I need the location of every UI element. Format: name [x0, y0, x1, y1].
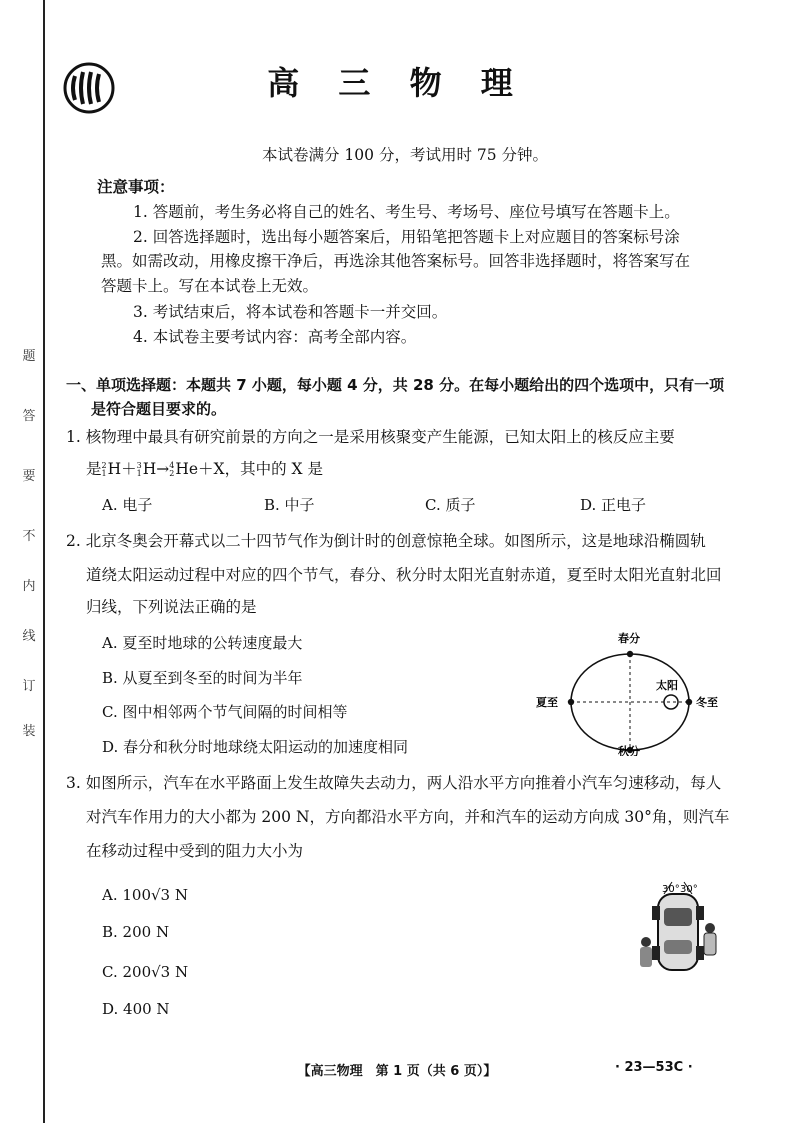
- page-footer: 【高三物理 第 1 页（共 6 页）】: [297, 1064, 497, 1079]
- q2-option-b: B. 从夏至到冬至的时间为半年: [102, 669, 303, 687]
- page-title: 高 三 物 理: [267, 64, 527, 102]
- q3-option-c: C. 200√3 N: [102, 963, 189, 981]
- label-autumn-equinox: 秋分: [618, 745, 640, 756]
- label-summer-solstice: 夏至: [536, 696, 558, 709]
- q3-option-d: D. 400 N: [102, 1000, 170, 1018]
- margin-char: 线: [22, 629, 36, 644]
- margin-char: 题: [22, 349, 36, 364]
- notice-item: 2. 回答选择题时，选出每小题答案后，用铅笔把答题卡上对应题目的答案标号涂: [133, 228, 680, 246]
- margin-char: 答: [22, 409, 36, 424]
- car-push-illustration: [632, 878, 722, 978]
- q3-option-a: A. 100√3 N: [102, 886, 188, 904]
- q2-option-c: C. 图中相邻两个节气间隔的时间相等: [102, 703, 348, 721]
- notice-item: 4. 本试卷主要考试内容：高考全部内容。: [133, 328, 417, 346]
- section-heading-cont: 是符合题目要求的。: [91, 400, 227, 418]
- orbit-diagram: [530, 628, 730, 756]
- q2-option-a: A. 夏至时地球的公转速度最大: [102, 634, 303, 652]
- margin-char: 订: [22, 679, 36, 694]
- angle-label-right: 30°: [680, 884, 698, 895]
- question-1-equation: 是2 1H＋3 1H→4 2He＋X，其中的 X 是: [86, 460, 323, 478]
- q1-option-b: B. 中子: [264, 496, 315, 514]
- question-3-text: 在移动过程中受到的阻力大小为: [86, 842, 304, 860]
- margin-char: 不: [22, 529, 36, 544]
- question-1-text: 1. 核物理中最具有研究前景的方向之一是采用核聚变产生能源，已知太阳上的核反应主要: [66, 428, 675, 446]
- q1-option-d: D. 正电子: [580, 496, 647, 514]
- label-winter-solstice: 冬至: [696, 696, 718, 709]
- question-2-text: 归线，下列说法正确的是: [86, 598, 257, 616]
- exam-info: 本试卷满分 100 分，考试用时 75 分钟。: [262, 146, 549, 164]
- question-3-text: 3. 如图所示，汽车在水平路面上发生故障失去动力，两人沿水平方向推着小汽车匀速移动，每人: [66, 774, 722, 792]
- q1-option-c: C. 质子: [425, 496, 476, 514]
- label-sun: 太阳: [656, 679, 678, 692]
- notice-item: 1. 答题前，考生务必将自己的姓名、考生号、考场号、座位号填写在答题卡上。: [133, 203, 680, 221]
- angle-label-left: 30°: [662, 884, 680, 895]
- margin-char: 装: [22, 724, 36, 739]
- question-3-text: 对汽车作用力的大小都为 200 N，方向都沿水平方向，并和汽车的运动方向成 30°角，则汽车: [86, 808, 730, 826]
- q3-option-b: B. 200 N: [102, 923, 170, 941]
- notice-item: 答题卡上。写在本试卷上无效。: [101, 277, 319, 295]
- exam-code: · 23—53C ·: [615, 1060, 693, 1075]
- question-2-text: 道绕太阳运动过程中对应的四个节气，春分、秋分时太阳光直射赤道，夏至时太阳光直射北回: [86, 566, 722, 584]
- margin-char: 内: [22, 579, 36, 594]
- notice-item: 黑。如需改动，用橡皮擦干净后，再选涂其他答案标号。回答非选择题时，将答案写在: [101, 252, 691, 270]
- binding-line: [43, 0, 45, 1123]
- question-2-text: 2. 北京冬奥会开幕式以二十四节气作为倒计时的创意惊艳全球。如图所示，这是地球沿椭圆轨: [66, 532, 706, 550]
- q2-option-d: D. 春分和秋分时地球绕太阳运动的加速度相同: [102, 738, 409, 756]
- margin-char: 要: [22, 469, 36, 484]
- notice-heading: 注意事项：: [97, 178, 175, 196]
- section-heading: 一、单项选择题：本题共 7 小题，每小题 4 分，共 28 分。在每小题给出的四个选项中，只有一项: [66, 376, 725, 394]
- q1-option-a: A. 电子: [102, 496, 153, 514]
- label-spring-equinox: 春分: [618, 632, 640, 645]
- notice-item: 3. 考试结束后，将本试卷和答题卡一并交回。: [133, 303, 448, 321]
